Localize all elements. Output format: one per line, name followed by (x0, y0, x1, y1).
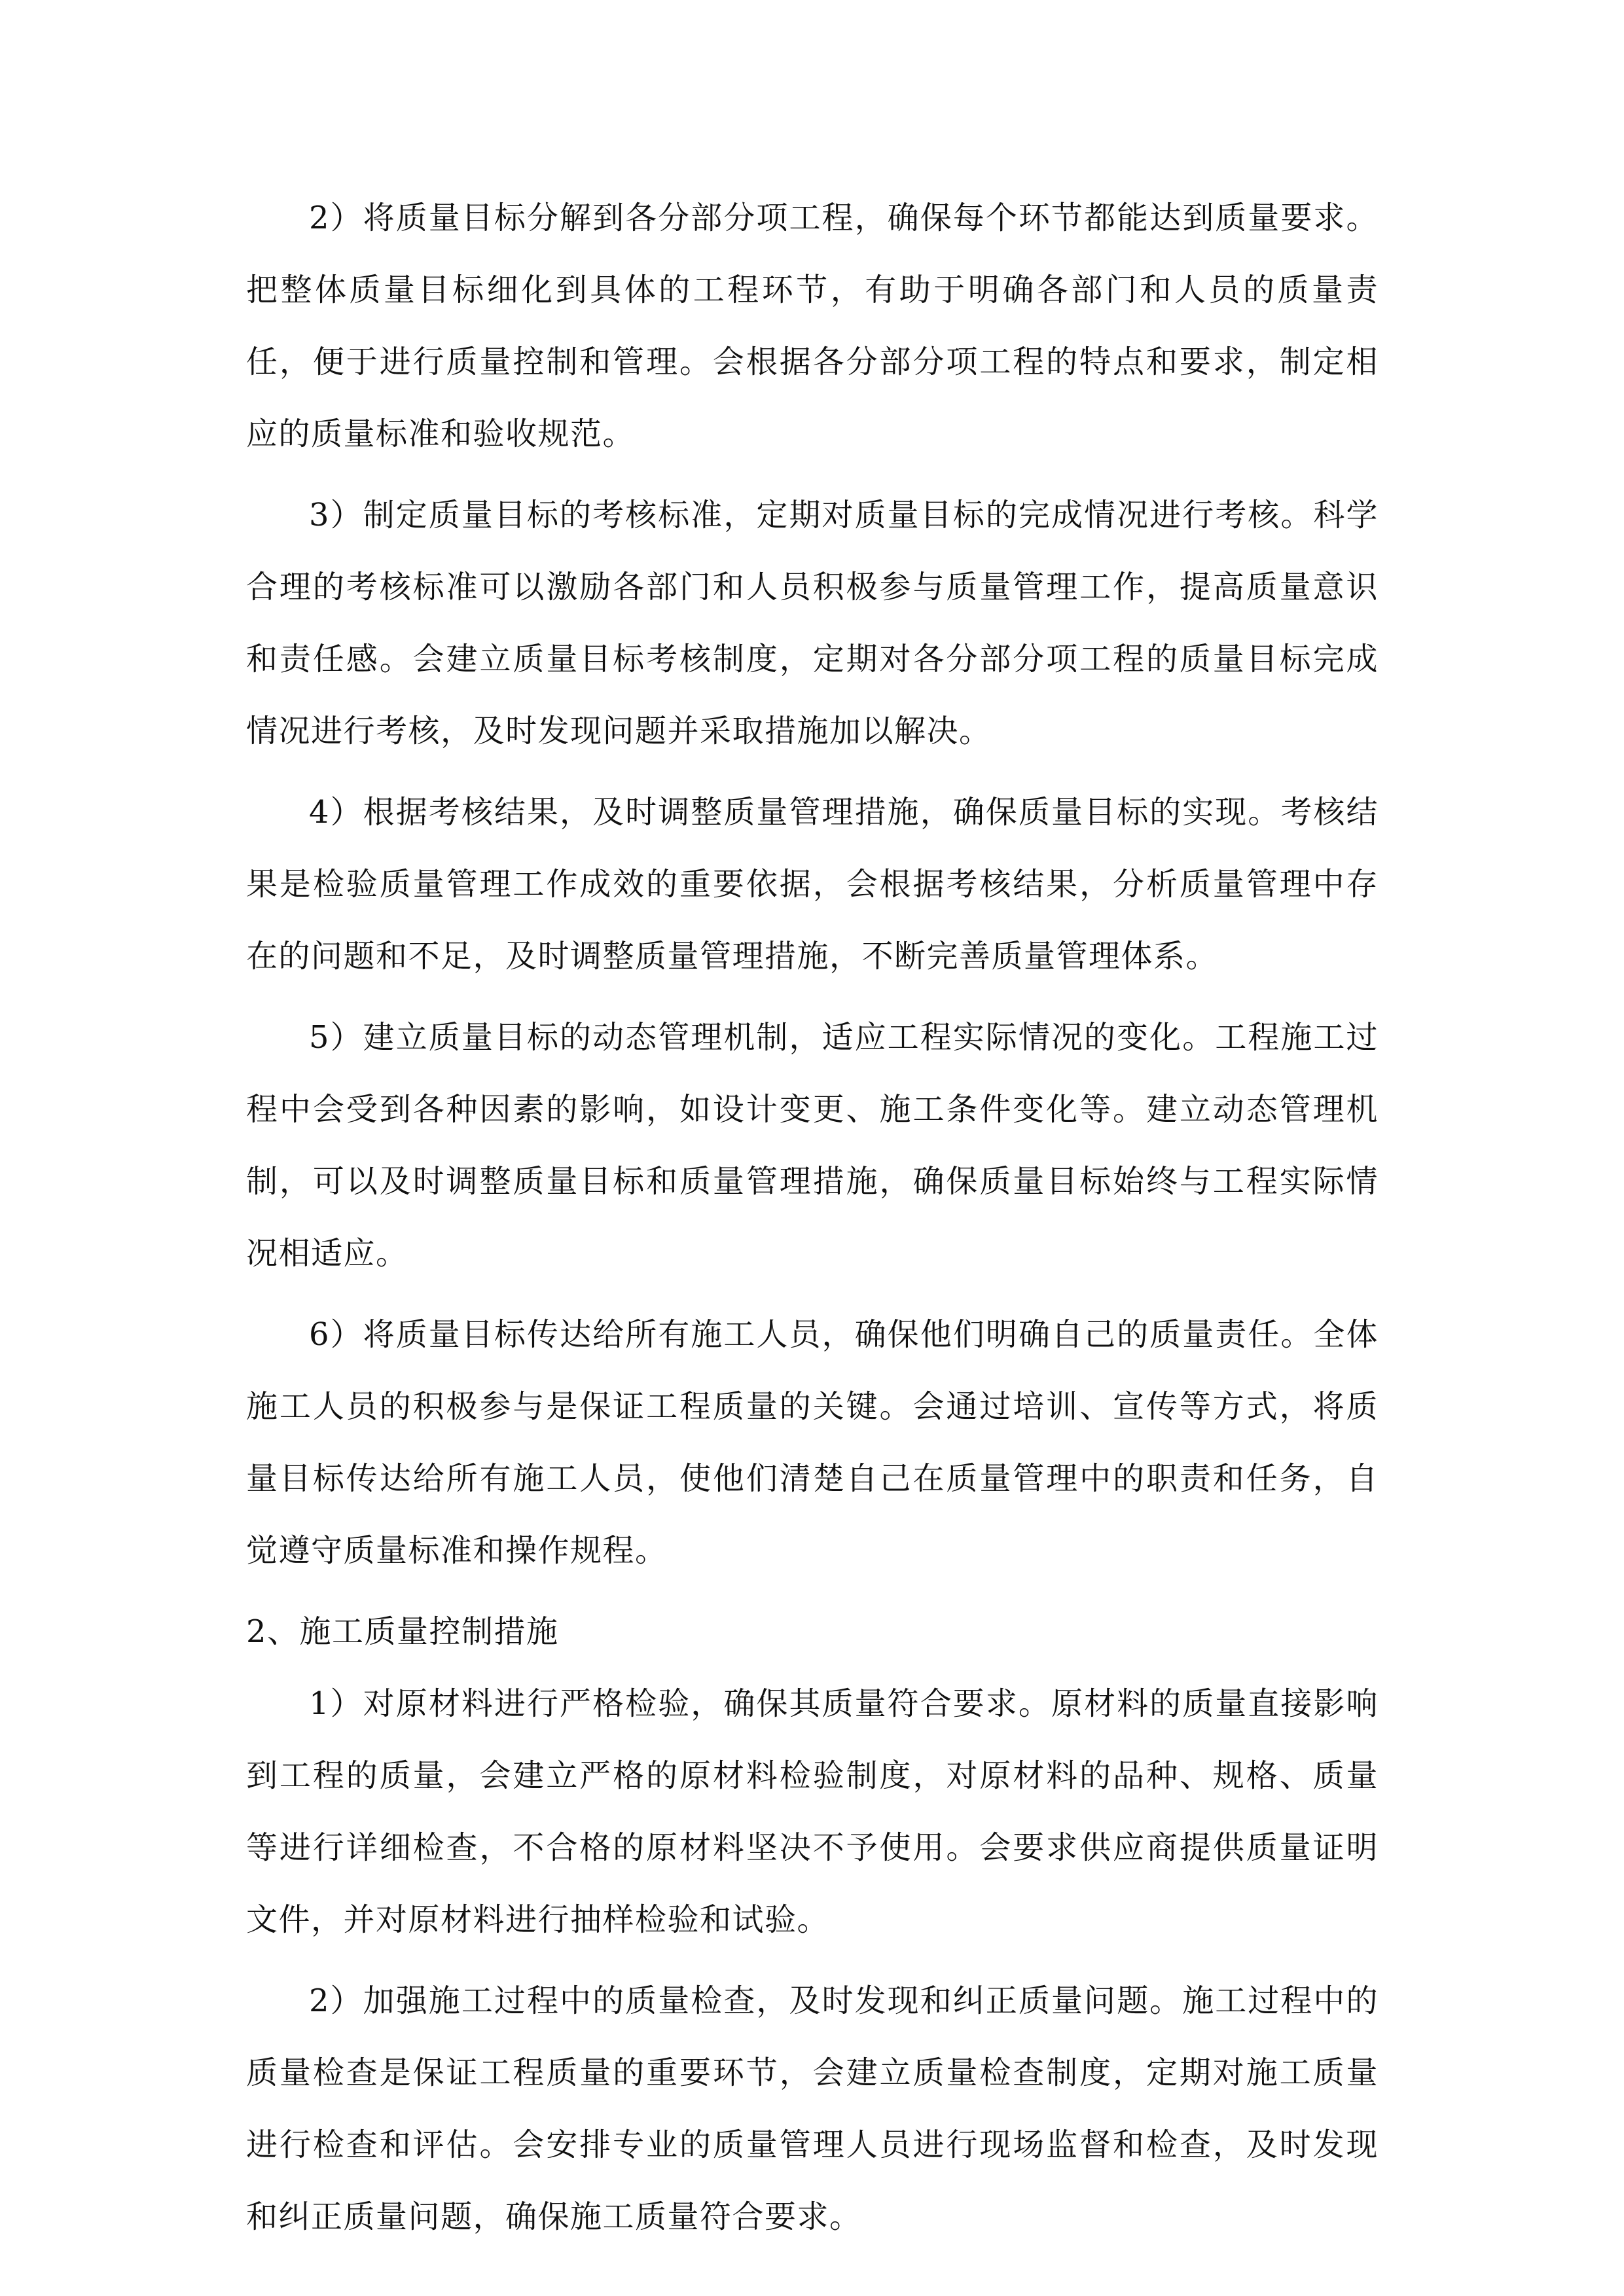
paragraph-item-2: 2）将质量目标分解到各分部分项工程，确保每个环节都能达到质量要求。把整体质量目标细化到具体的工程环节，有助于明确各部门和人员的质量责任，便于进行质量控制和管理。会根据各分部分项工程的特点和要求，制定相应的质量标准和验收规范。 (246, 200, 1379, 452)
document-body (246, 182, 1379, 2262)
paragraph-item-6: 6）将质量目标传达给所有施工人员，确保他们明确自己的质量责任。全体施工人员的积极参与是保证工程质量的关键。会通过培训、宣传等方式，将质量目标传达给所有施工人员，使他们清楚自己在质量管理中的职责和任务，自觉遵守质量标准和操作规程。 (246, 1316, 1379, 1569)
paragraph-control-2: 2）加强施工过程中的质量检查，及时发现和纠正质量问题。施工过程中的质量检查是保证工程质量的重要环节，会建立质量检查制度，定期对施工质量进行检查和评估。会安排专业的质量管理人员进行现场监督和检查，及时发现和纠正质量问题，确保施工质量符合要求。 (246, 1982, 1379, 2235)
paragraph-item-3: 3）制定质量目标的考核标准，定期对质量目标的完成情况进行考核。科学合理的考核标准可以激励各部门和人员积极参与质量管理工作，提高质量意识和责任感。会建立质量目标考核制度，定期对各分部分项工程的质量目标完成情况进行考核，及时发现问题并采取措施加以解决。 (246, 497, 1379, 749)
paragraph-item-5: 5）建立质量目标的动态管理机制，适应工程实际情况的变化。工程施工过程中会受到各种因素的影响，如设计变更、施工条件变化等。建立动态管理机制，可以及时调整质量目标和质量管理措施，确保质量目标始终与工程实际情况相适应。 (246, 1019, 1379, 1272)
section-heading: 2、施工质量控制措施 (246, 1613, 559, 1650)
paragraph-item-4: 4）根据考核结果，及时调整质量管理措施，确保质量目标的实现。考核结果是检验质量管理工作成效的重要依据，会根据考核结果，分析质量管理中存在的问题和不足，及时调整质量管理措施，不断完善质量管理体系。 (246, 794, 1379, 975)
paragraph-control-1: 1）对原材料进行严格检验，确保其质量符合要求。原材料的质量直接影响到工程的质量，会建立严格的原材料检验制度，对原材料的品种、规格、质量等进行详细检查，不合格的原材料坚决不予使用。会要求供应商提供质量证明文件，并对原材料进行抽样检验和试验。 (246, 1685, 1379, 1938)
